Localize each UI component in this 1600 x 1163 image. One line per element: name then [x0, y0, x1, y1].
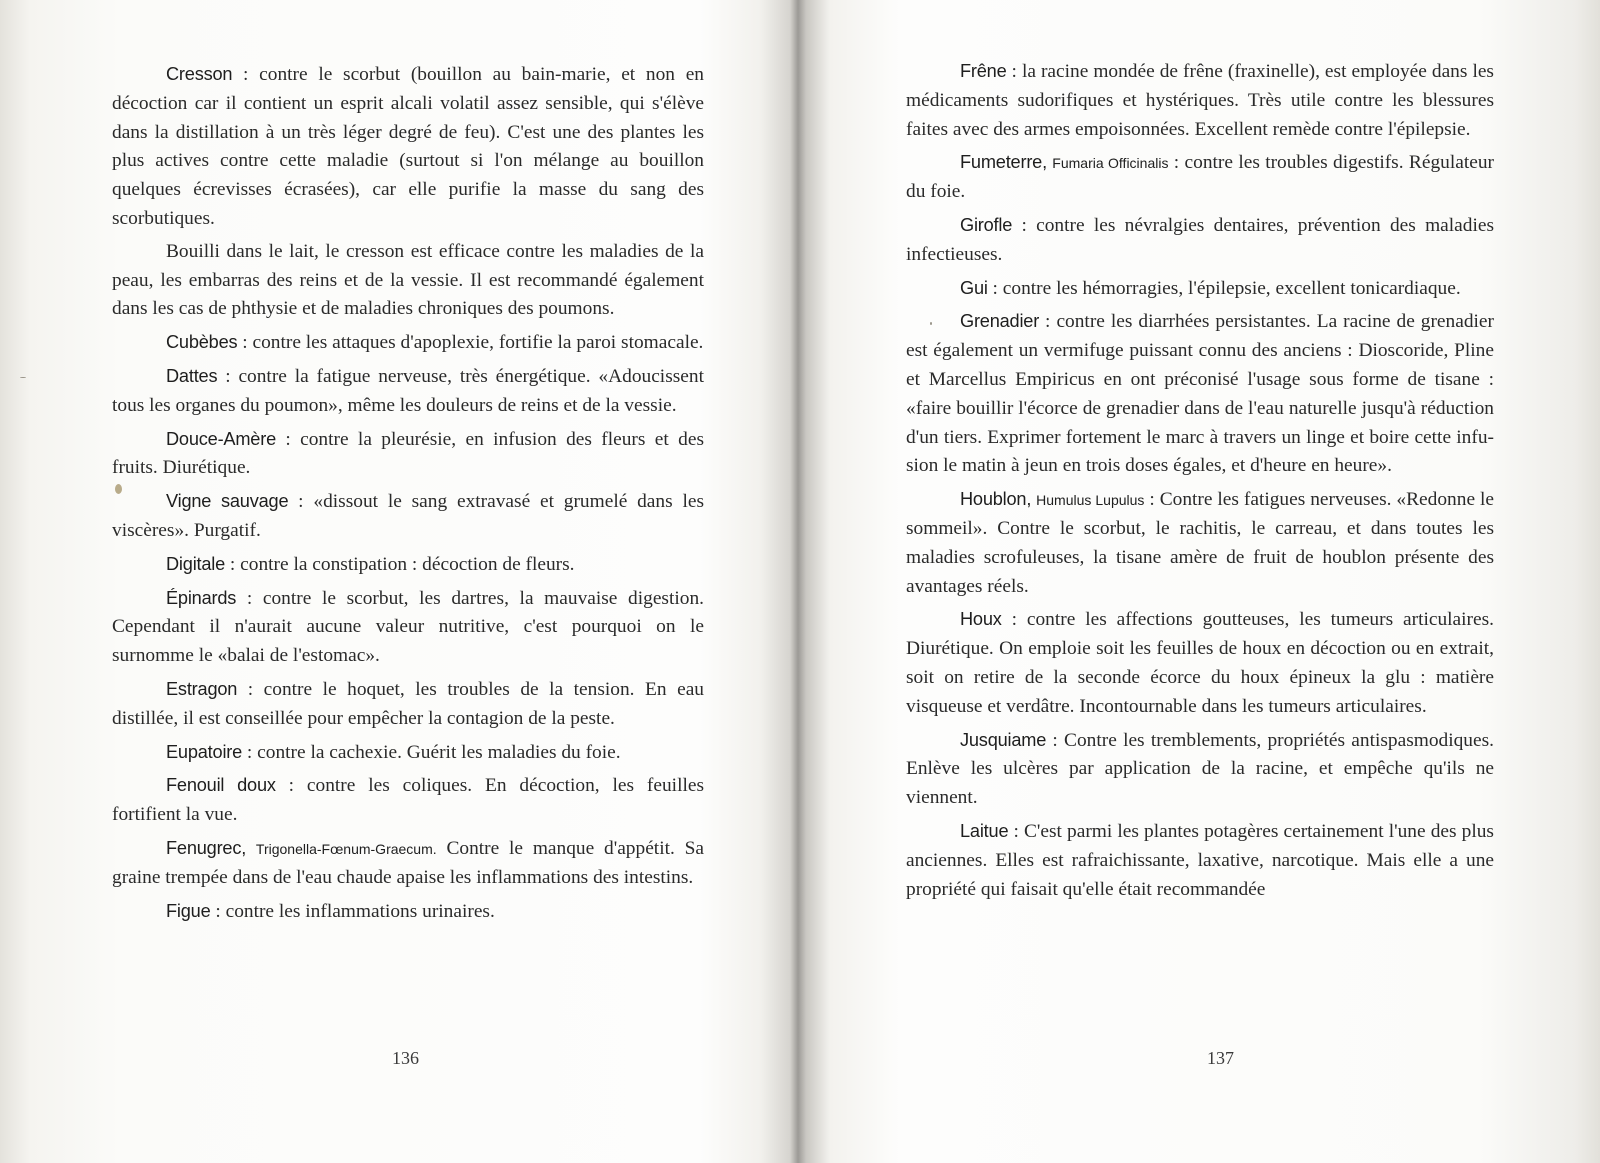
left-page: [0, 0, 798, 1163]
entry-text: contre les hémorragies, l'épilepsie, excellent tonicardiaque.: [1002, 277, 1461, 299]
entry-term: Vigne sauvage: [166, 491, 289, 512]
entry-text: contre la cachexie. Guérit les maladies du foie.: [257, 741, 621, 763]
dictionary-entry: [112, 550, 704, 580]
entry-term: Frêne: [960, 61, 1007, 81]
entry-term: Fenugrec,: [166, 837, 247, 858]
dictionary-entry: [112, 425, 704, 484]
dictionary-entry: [112, 362, 704, 421]
entry-separator: :: [225, 553, 241, 575]
entry-text: la racine mondée de frêne (fraxinelle), est employée dans les médicaments sudorifiques et hystériques. Très utile contre les blessures faites avec des armes empoisonnées. Excellent remède contre l'épilepsie.: [906, 61, 1494, 140]
entry-latin-name: Humulus Lupulus: [1036, 492, 1145, 509]
entry-term: Jusquiame: [960, 729, 1047, 750]
page-number-left: 136: [392, 1048, 419, 1068]
entry-term: Figue: [166, 900, 211, 921]
entry-term: Eupatoire: [166, 741, 243, 762]
dictionary-entry: [112, 675, 704, 734]
dictionary-entry: [112, 897, 704, 927]
dictionary-entry: [112, 487, 704, 546]
entry-text: contre les coliques. En décoction, les feuilles fortifient la vue.: [112, 775, 704, 826]
dictionary-entry: [906, 211, 1494, 270]
entry-text: contre les troubles digestifs. Régulateur du foie.: [906, 152, 1494, 203]
entry-text: contre la pleurésie, en infusion des fleurs et des fruits. Diurétique.: [112, 428, 704, 479]
entry-term: Épinards: [166, 587, 237, 608]
entry-term: Digitale: [166, 553, 226, 574]
page-number-right: 137: [1207, 1048, 1234, 1068]
entry-term: Fenouil doux: [166, 775, 276, 796]
entry-separator: :: [210, 900, 226, 922]
entry-text: Bouilli dans le lait, le cresson est efficace contre les maladies de la peau, les embarras des reins et de la vessie. Il est recommandé également dans les cas de phthysie et de maladies chroniques des poumons.: [112, 240, 704, 320]
entry-text: contre le scorbut (bouillon au bain-marie, et non en décoction car il contient un esprit alcali volatil assez sensible, qui s'élève dans la distillation à un très léger degré de feu). C'est une des plantes les plus actives contre cette maladie (surtout si l'on mélange au bouillon quelques écrevisses écrasées), car elle purifie la masse du sang des scorbutiques.: [112, 64, 704, 229]
dictionary-entry: [906, 148, 1494, 207]
dictionary-entry: [112, 238, 704, 324]
entry-separator: :: [1006, 61, 1022, 82]
entry-text: Contre les fatigues nerveuses. «Redonne le sommeil». Contre le scorbut, le rachitis, le carreau, et dans toutes les maladies scrofuleuses, la tisane amère de fruit de houblon présente des avantages réels.: [906, 489, 1494, 597]
entry-separator: :: [1008, 820, 1024, 842]
entry-term: Houblon,: [960, 489, 1032, 510]
entry-term: Dattes: [166, 365, 218, 386]
entry-separator: :: [237, 332, 253, 354]
dictionary-entry: [906, 485, 1494, 601]
entry-text: contre la fatigue nerveuse, très énergétique. «Adoucissent tous les organes du poumon», même les douleurs de reins et de la vessie.: [112, 365, 704, 416]
entry-term: Douce-Amère: [166, 428, 276, 449]
entry-text: contre le scorbut, les dartres, la mauvaise digestion. Cependant il n'aurait aucune valeur nutritive, c'est pourquoi on le surnomme le «balai de l'estomac».: [112, 587, 704, 667]
dictionary-entry: [112, 771, 704, 830]
left-page-text: [112, 60, 704, 930]
right-page-text: [906, 57, 1494, 908]
entry-separator: :: [1046, 729, 1065, 751]
entry-separator: :: [1168, 152, 1185, 174]
dictionary-entry: [906, 274, 1494, 304]
entry-text: Contre le manque d'appétit. Sa graine trempée dans de l'eau chaude apaise les inflammations des intestins.: [112, 837, 705, 888]
dictionary-entry: [906, 605, 1494, 721]
entry-separator: :: [236, 587, 263, 609]
entry-text: «dissout le sang extravasé et grumelé dans les viscères». Purgatif.: [112, 491, 705, 541]
entry-separator: :: [1012, 214, 1037, 236]
entry-text: Contre les tremblements, propriétés antispasmodiques. Enlève les ulcères par application de la racine, et empêche qu'ils ne viennent.: [906, 729, 1494, 809]
entry-term: Fumeterre,: [960, 152, 1047, 173]
entry-separator: :: [987, 277, 1003, 299]
entry-text: contre les diarrhées persistantes. La racine de grenadier est également un vermifuge puissant connu des anciens : Dioscoride, Pline et Marcellus Empiricus en ont préconisé l'usage sous forme de tisane : «faire bouillir l'écorce de grenadier dans de l'eau naturelle jusqu'à réduction d'un tiers. Exprimer fortement le marc à travers un linge et boire cette infusion le matin à jeun en trois doses égales, et d'heure en heure».: [906, 311, 1494, 477]
entry-term: Cubèbes: [166, 332, 238, 353]
dictionary-entry: [112, 328, 704, 358]
entry-text: contre la constipation : décoction de fleurs.: [240, 553, 575, 575]
entry-latin-name: Fumaria Officinalis: [1052, 155, 1169, 172]
entry-term: Gui: [960, 277, 988, 298]
entry-separator: :: [276, 428, 301, 450]
entry-separator: :: [217, 365, 239, 387]
dictionary-entry: [112, 60, 704, 234]
entry-separator: [437, 838, 447, 859]
entry-term: Girofle: [960, 214, 1013, 235]
entry-separator: :: [1039, 311, 1057, 333]
paper-stain: [115, 484, 122, 494]
entry-term: Estragon: [166, 678, 238, 699]
right-page: [800, 0, 1600, 1163]
dictionary-entry: [906, 726, 1494, 813]
entry-separator: :: [242, 741, 258, 763]
entry-term: Grenadier: [960, 311, 1040, 332]
dictionary-entry: [112, 584, 704, 671]
entry-separator: :: [1001, 609, 1027, 631]
entry-term: Cresson: [166, 64, 233, 84]
dictionary-entry: [112, 834, 704, 893]
entry-separator: :: [275, 775, 307, 797]
paper-speck: [930, 322, 932, 325]
entry-text: contre les inflammations urinaires.: [225, 900, 495, 922]
entry-separator: :: [237, 678, 264, 700]
dictionary-entry: [906, 57, 1494, 144]
paper-speck: [20, 377, 26, 378]
entry-text: contre les attaques d'apoplexie, fortifie la paroi stomacale.: [252, 332, 704, 354]
entry-text: contre le hoquet, les troubles de la tension. En eau distillée, il est conseillée pour empêcher la contagion de la peste.: [112, 678, 704, 729]
entry-separator: :: [1144, 489, 1160, 511]
dictionary-entry: [906, 817, 1494, 904]
entry-text: contre les affections goutteuses, les tumeurs articulaires. Diurétique. On emploie soit les feuilles de houx en décoction ou en extrait, soit on retire de la seconde écorce du houx épineux la glu : matière visqueuse et verdâtre. Incontournable dans les tumeurs articulaires.: [906, 609, 1494, 717]
dictionary-entry: [906, 307, 1494, 481]
entry-text: contre les névralgies dentaires, prévention des maladies infectieuses.: [906, 214, 1494, 265]
entry-term: Laitue: [960, 820, 1009, 841]
entry-latin-name: Trigonella-Fœnum-Graecum.: [255, 840, 437, 857]
dictionary-entry: [112, 738, 704, 768]
entry-separator: :: [288, 491, 314, 513]
entry-text: C'est parmi les plantes potagères certainement l'une des plus anciennes. Elles est rafraichissante, laxative, narcotique. Mais elle a une propriété qui faisait qu'elle était recommandée: [906, 820, 1494, 900]
entry-separator: :: [232, 64, 260, 85]
entry-term: Houx: [960, 609, 1002, 630]
